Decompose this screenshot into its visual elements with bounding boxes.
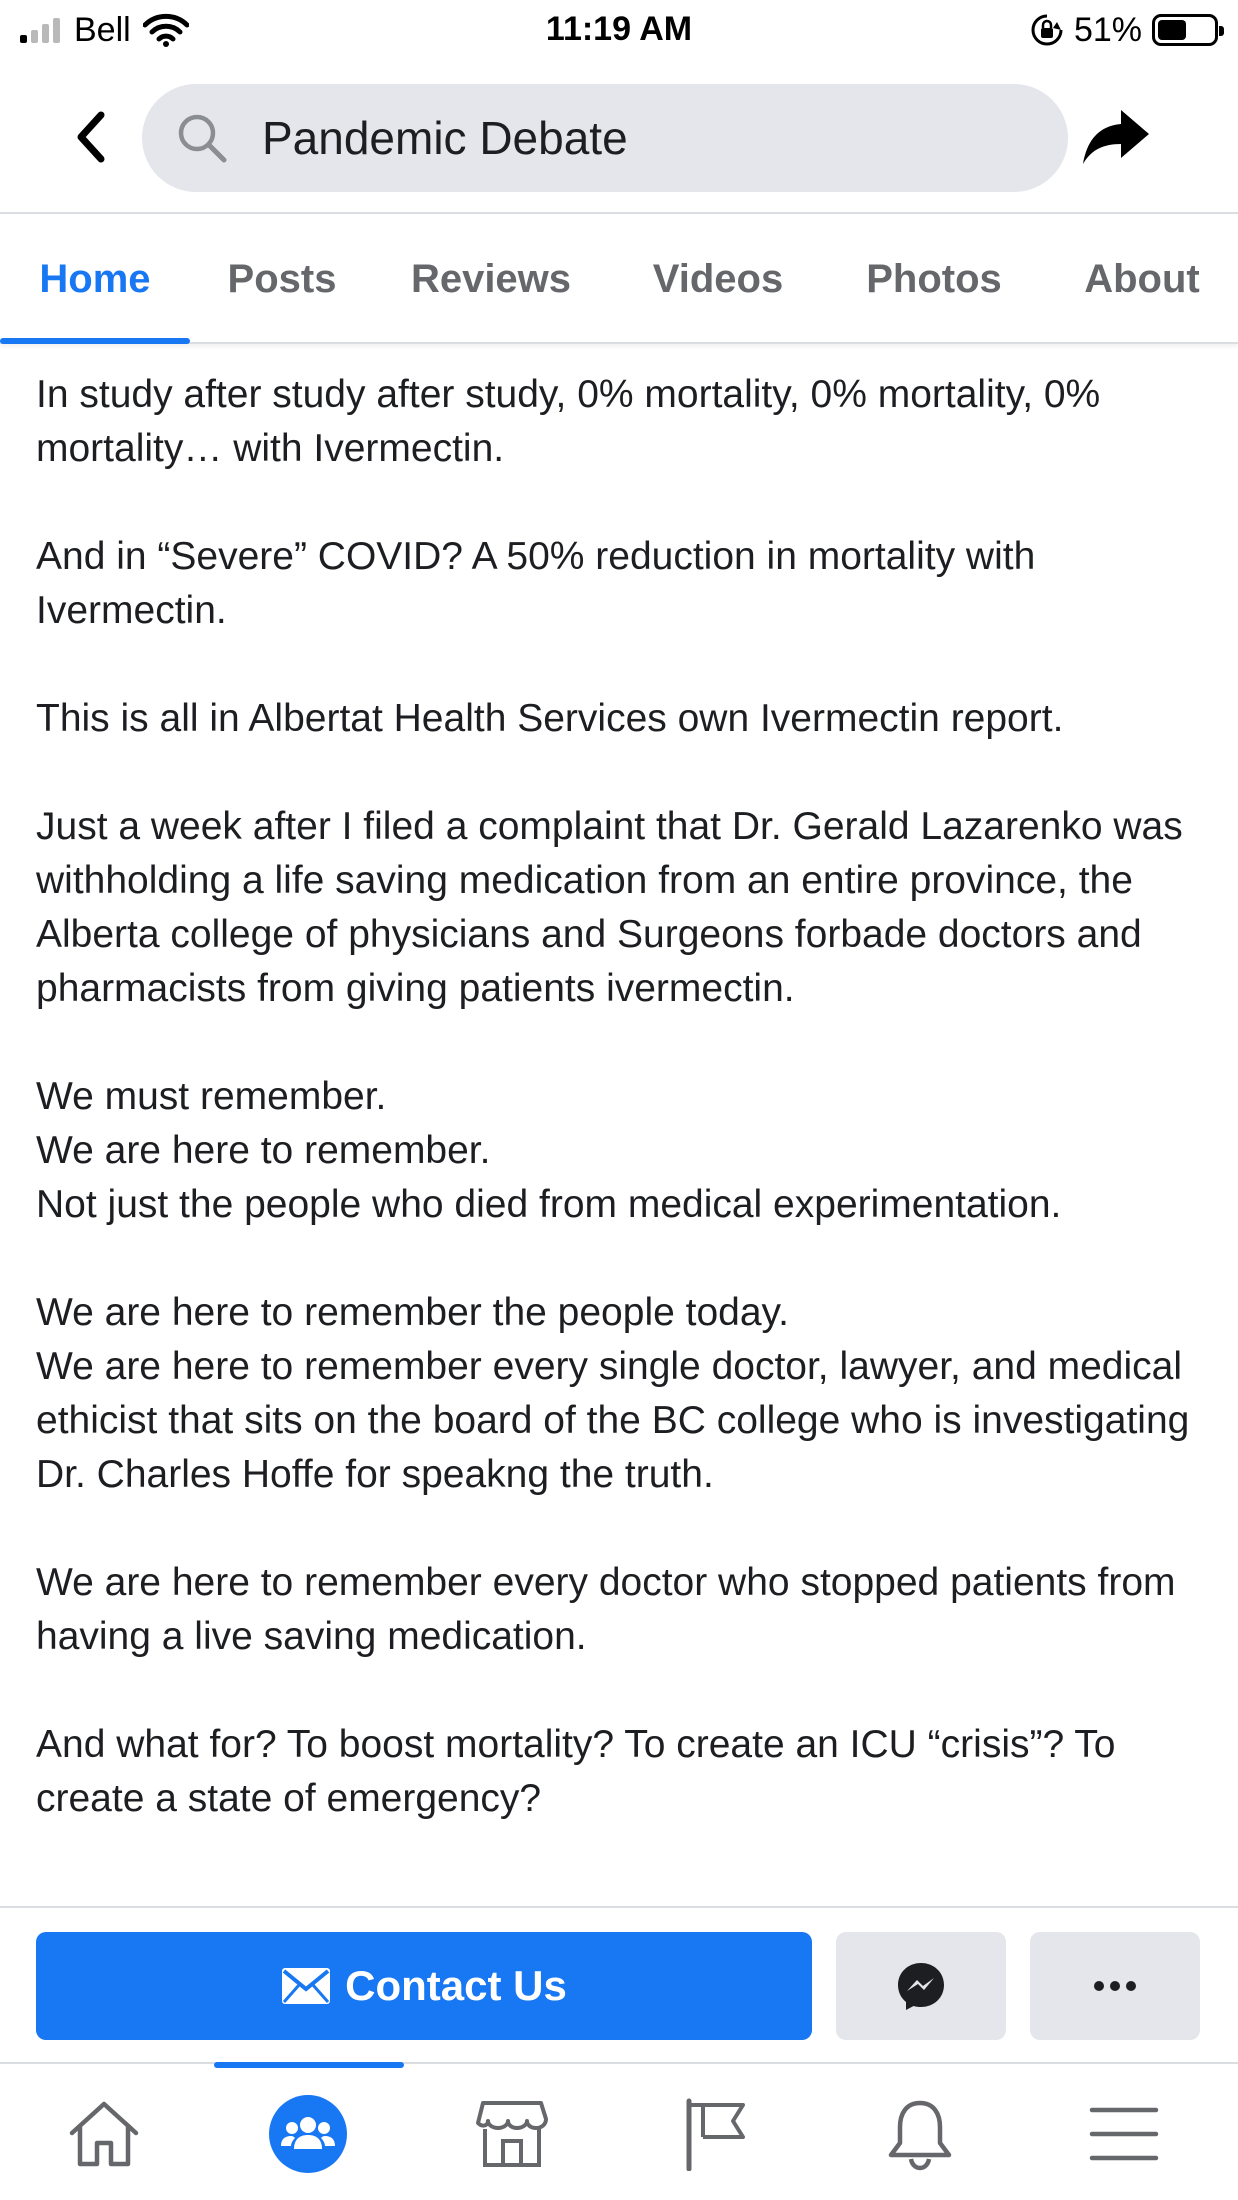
share-arrow-icon bbox=[1081, 106, 1151, 168]
groups-icon bbox=[268, 2094, 348, 2174]
nav-menu[interactable] bbox=[1074, 2084, 1174, 2184]
orientation-lock-icon bbox=[1030, 13, 1064, 47]
carrier-name: Bell bbox=[74, 10, 131, 49]
page-tabs bbox=[0, 214, 1238, 344]
post-paragraph: And what for? To boost mortality? To create an ICU “crisis”? To create a state of emergency? bbox=[36, 1723, 1116, 1820]
notifications-bell-icon bbox=[886, 2097, 954, 2171]
search-icon bbox=[172, 108, 232, 168]
status-bar bbox=[0, 0, 1238, 62]
pages-flag-icon bbox=[681, 2097, 751, 2171]
mail-icon bbox=[281, 1967, 331, 2005]
nav-marketplace[interactable] bbox=[462, 2084, 562, 2184]
status-time: 11:19 AM bbox=[545, 10, 693, 48]
more-options-button[interactable] bbox=[1030, 1932, 1200, 2040]
tab-posts[interactable]: Posts bbox=[227, 257, 337, 301]
back-chevron-icon bbox=[73, 111, 107, 163]
nav-notifications[interactable] bbox=[870, 2084, 970, 2184]
status-bar-right bbox=[1030, 10, 1218, 50]
back-button[interactable] bbox=[60, 102, 120, 172]
active-nav-indicator bbox=[214, 2062, 404, 2068]
tab-home[interactable]: Home bbox=[39, 257, 151, 301]
post-body bbox=[36, 368, 1206, 1826]
battery-percent: 51% bbox=[1073, 10, 1142, 49]
tab-videos[interactable]: Videos bbox=[652, 257, 784, 301]
home-icon bbox=[67, 2099, 141, 2169]
post-paragraph: And in “Severe” COVID? A 50% reduction in mortality with Ivermectin. bbox=[36, 535, 1036, 632]
nav-home[interactable] bbox=[54, 2084, 154, 2184]
menu-icon bbox=[1089, 2106, 1159, 2162]
search-value: Pandemic Debate bbox=[262, 112, 628, 164]
battery-icon bbox=[1152, 14, 1218, 46]
active-tab-indicator bbox=[0, 338, 190, 344]
battery-fill bbox=[1158, 20, 1186, 40]
contact-us-button[interactable] bbox=[36, 1932, 812, 2040]
post-paragraph: Just a week after I filed a complaint that Dr. Gerald Lazarenko was withholding a life saving medication from an entire province, the Alberta college of physicians and Surgeons forbade doctors and pharmacists from giving patients ivermectin. bbox=[36, 805, 1183, 1010]
marketplace-icon bbox=[475, 2099, 549, 2169]
messenger-icon bbox=[896, 1961, 946, 2011]
post-paragraph: We are here to remember every doctor who stopped patients from having a live saving medication. bbox=[36, 1561, 1176, 1658]
nav-groups[interactable] bbox=[258, 2084, 358, 2184]
post-paragraph: This is all in Albertat Health Services own Ivermectin report. bbox=[36, 697, 1064, 740]
contact-us-label: Contact Us bbox=[345, 1962, 567, 2009]
share-button[interactable] bbox=[1078, 102, 1154, 172]
action-divider bbox=[0, 1906, 1238, 1908]
tab-about[interactable]: About bbox=[1084, 257, 1200, 301]
more-dots-icon bbox=[1093, 1980, 1137, 1992]
post-paragraph: We are here to remember the people today. We are here to remember every single doctor, lawyer, and medical ethicist that sits on the board of the BC college who is investigating Dr. Charles Hoffe for speakng the truth. bbox=[36, 1291, 1190, 1496]
messenger-button[interactable] bbox=[836, 1932, 1006, 2040]
post-paragraph: We must remember. We are here to remember. Not just the people who died from medical experimentation. bbox=[36, 1075, 1062, 1226]
search-header bbox=[0, 62, 1238, 214]
post-paragraph: In study after study after study, 0% mortality, 0% mortality, 0% mortality… with Ivermectin. bbox=[36, 373, 1101, 470]
nav-pages[interactable] bbox=[666, 2084, 766, 2184]
search-input[interactable] bbox=[142, 84, 1068, 192]
tab-reviews[interactable]: Reviews bbox=[410, 257, 572, 301]
tab-photos[interactable]: Photos bbox=[866, 257, 1002, 301]
bottom-navigation bbox=[0, 2062, 1238, 2200]
